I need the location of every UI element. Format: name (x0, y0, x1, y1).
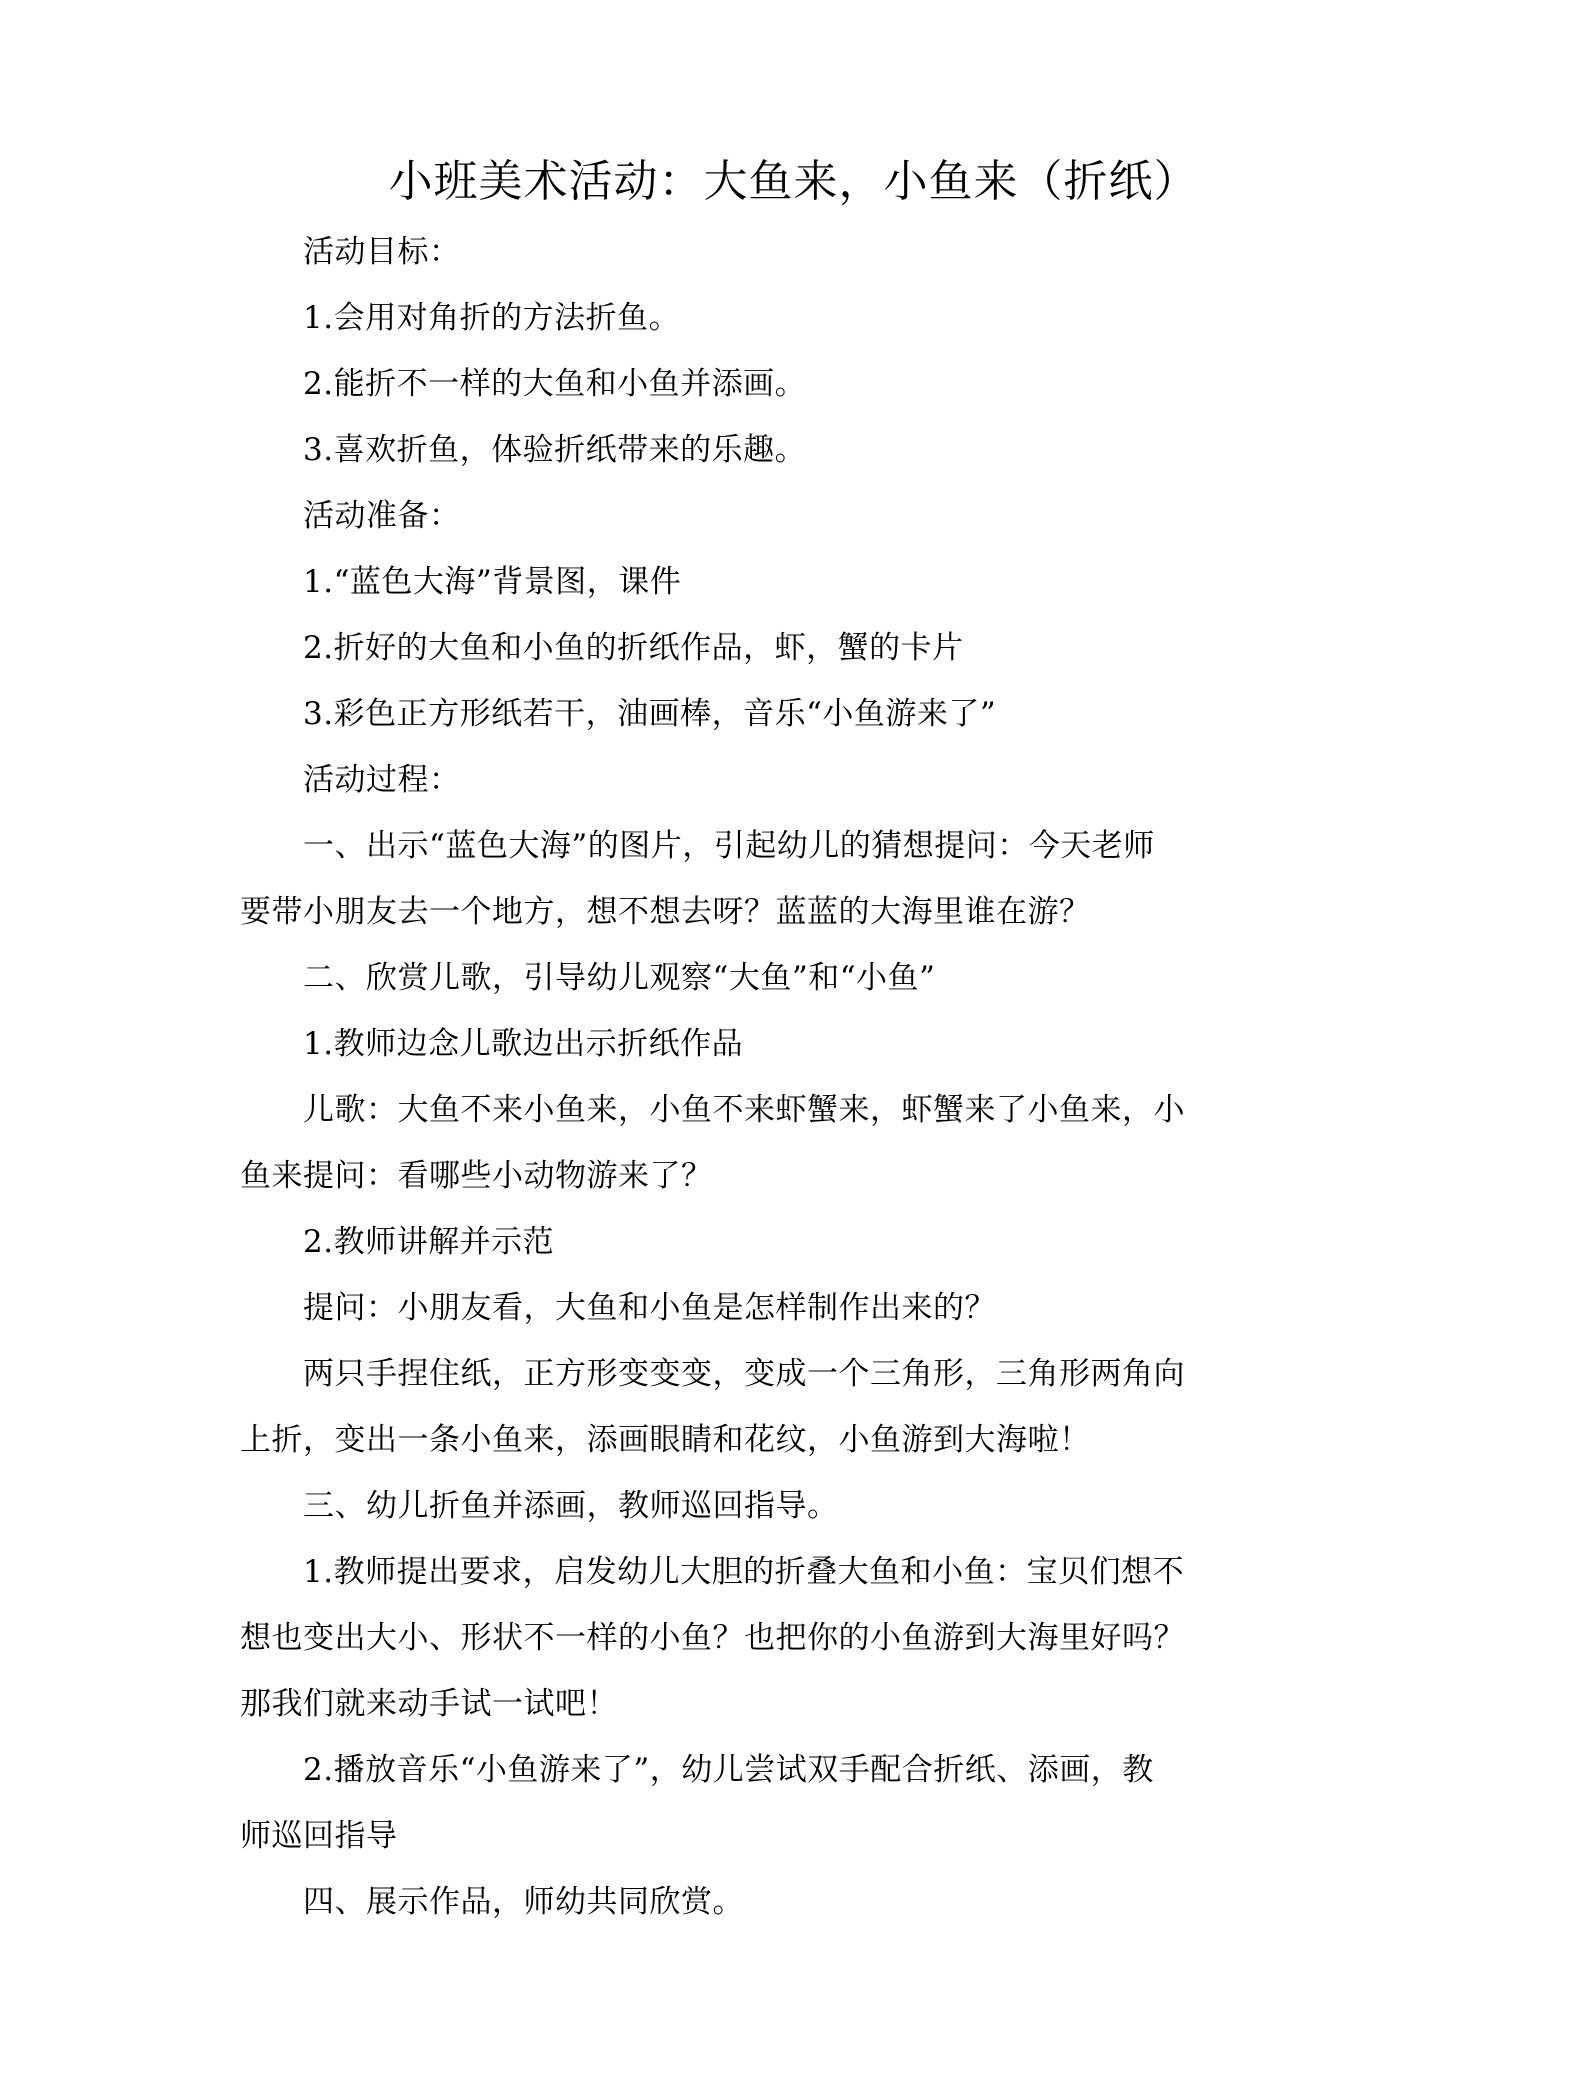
objective-1: 1.会用对角折的方法折鱼。 (303, 300, 681, 336)
preparation-2: 2.折好的大鱼和小鱼的折纸作品，虾，蟹的卡片 (303, 630, 964, 666)
process-step-3-sub-1-line-2: 想也变出大小、形状不一样的小鱼？也把你的小鱼游到大海里好吗？ (240, 1620, 1185, 1656)
preparation-1: 1.“蓝色大海”背景图，课件 (303, 564, 682, 600)
process-step-3-sub-2-line-2: 师巡回指导 (240, 1818, 398, 1854)
process-step-2: 二、欣赏儿歌，引导幼儿观察“大鱼”和“小鱼” (303, 960, 936, 996)
heading-process: 活动过程： (303, 762, 461, 798)
process-step-1-line-2: 要带小朋友去一个地方，想不想去呀？蓝蓝的大海里谁在游？ (240, 894, 1091, 930)
process-step-3-sub-1-line-3: 那我们就来动手试一试吧！ (240, 1686, 618, 1722)
process-step-3-sub-1-line-1: 1.教师提出要求，启发幼儿大胆的折叠大鱼和小鱼：宝贝们想不 (303, 1554, 1185, 1590)
folding-instructions-line-2: 上折，变出一条小鱼来，添画眼睛和花纹，小鱼游到大海啦！ (240, 1422, 1091, 1458)
nursery-rhyme-line-2: 鱼来提问：看哪些小动物游来了？ (240, 1158, 713, 1194)
process-step-1-line-1: 一、出示“蓝色大海”的图片，引起幼儿的猜想提问：今天老师 (303, 828, 1155, 864)
document-title: 小班美术活动：大鱼来，小鱼来（折纸） (388, 156, 1199, 207)
preparation-3: 3.彩色正方形纸若干，油画棒，音乐“小鱼游来了” (303, 696, 997, 732)
process-step-4: 四、展示作品，师幼共同欣赏。 (303, 1884, 744, 1920)
process-step-3: 三、幼儿折鱼并添画，教师巡回指导。 (303, 1488, 839, 1524)
process-step-2-sub-2: 2.教师讲解并示范 (303, 1224, 555, 1260)
heading-preparation: 活动准备： (303, 498, 461, 534)
objective-2: 2.能折不一样的大鱼和小鱼并添画。 (303, 366, 807, 402)
nursery-rhyme-line-1: 儿歌：大鱼不来小鱼来，小鱼不来虾蟹来，虾蟹来了小鱼来，小 (303, 1092, 1185, 1128)
folding-instructions-line-1: 两只手捏住纸，正方形变变变，变成一个三角形，三角形两角向 (303, 1356, 1185, 1392)
objective-3: 3.喜欢折鱼，体验折纸带来的乐趣。 (303, 432, 807, 468)
question-text: 提问：小朋友看，大鱼和小鱼是怎样制作出来的？ (303, 1290, 996, 1326)
document-body (240, 226, 1344, 1942)
heading-objectives: 活动目标： (303, 234, 461, 270)
process-step-3-sub-2-line-1: 2.播放音乐“小鱼游来了”，幼儿尝试双手配合折纸、添画，教 (303, 1752, 1154, 1788)
process-step-2-sub-1: 1.教师边念儿歌边出示折纸作品 (303, 1026, 744, 1062)
